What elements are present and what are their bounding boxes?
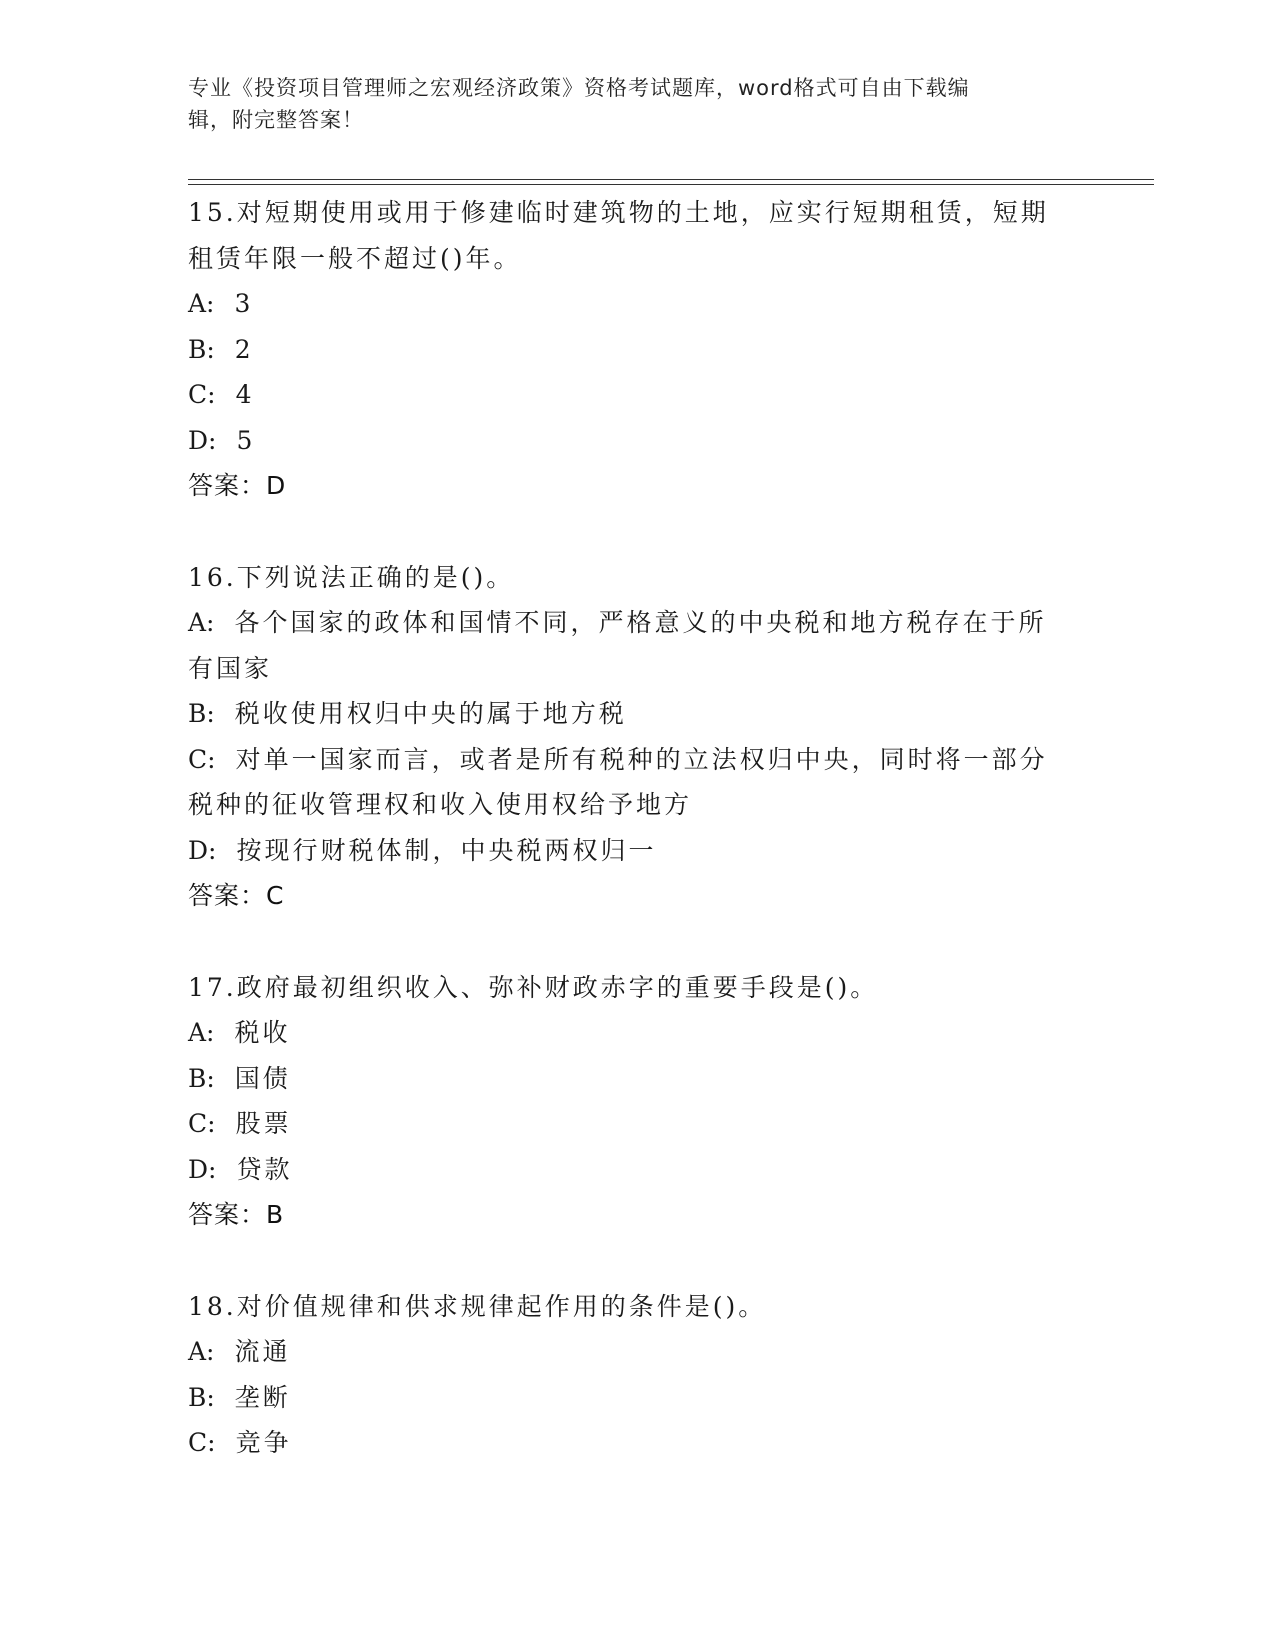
option-line	[188, 737, 1088, 783]
question-stem: 17.政府最初组织收入、弥补财政赤字的重要手段是()。	[188, 972, 879, 1002]
option-line	[188, 646, 1088, 692]
option-letter: B:	[188, 334, 215, 364]
option-letter: B:	[188, 699, 215, 728]
option-text: 股票	[235, 1109, 292, 1138]
option-letter: A:	[188, 289, 215, 318]
option-line	[188, 1101, 1088, 1147]
option-text: 国债	[234, 1063, 291, 1093]
header-line-1: 专业《投资项目管理师之宏观经济政策》资格考试题库，word格式可自由下载编	[188, 76, 970, 100]
question-block	[188, 965, 1088, 1238]
option-letter: A:	[188, 1018, 215, 1047]
option-line	[188, 600, 1088, 646]
option-letter: B:	[188, 1063, 215, 1093]
option-text: 4	[235, 380, 255, 409]
option-line	[188, 1010, 1088, 1056]
question-block	[188, 555, 1088, 919]
option-line	[188, 691, 1088, 737]
question-stem: 租赁年限一般不超过()年。	[188, 243, 522, 273]
header-double-rule	[188, 179, 1154, 185]
question-block	[188, 190, 1088, 509]
question-list	[188, 190, 1088, 1512]
option-text: 对单一国家而言，或者是所有税种的立法权归中央，同时将一部分	[235, 744, 1048, 774]
option-line	[188, 372, 1088, 418]
option-letter: D:	[188, 425, 217, 455]
option-line	[188, 1329, 1088, 1375]
option-line	[188, 1375, 1088, 1421]
option-letter: D:	[188, 835, 217, 865]
option-text: 贷款	[236, 1154, 293, 1184]
option-text: 竞争	[235, 1428, 292, 1457]
option-text: 3	[234, 289, 254, 318]
option-text: 税种的征收管理权和收入使用权给予地方	[188, 790, 693, 819]
option-letter: C:	[188, 1109, 216, 1138]
question-block	[188, 1284, 1088, 1466]
option-line	[188, 281, 1088, 327]
page-header	[188, 72, 1088, 136]
option-letter: C:	[188, 744, 216, 774]
option-text: 各个国家的政体和国情不同，严格意义的中央税和地方税存在于所	[234, 608, 1047, 637]
question-stem: 18.对价值规律和供求规律起作用的条件是()。	[188, 1291, 767, 1321]
option-line	[188, 828, 1088, 874]
option-line	[188, 418, 1088, 464]
option-text: 按现行财税体制，中央税两权归一	[236, 835, 657, 865]
question-stem: 16.下列说法正确的是()。	[188, 562, 515, 592]
option-letter: B:	[188, 1382, 215, 1412]
option-line	[188, 1420, 1088, 1466]
answer-line: 答案：C	[188, 881, 285, 910]
header-line-2: 辑，附完整答案！	[188, 108, 364, 132]
option-line	[188, 782, 1088, 828]
option-letter: D:	[188, 1154, 217, 1184]
option-text: 税收	[234, 1018, 291, 1047]
option-text: 税收使用权归中央的属于地方税	[234, 699, 627, 728]
option-letter: A:	[188, 608, 215, 637]
option-line	[188, 1056, 1088, 1102]
option-text: 垄断	[234, 1382, 291, 1412]
answer-line: 答案：B	[188, 1200, 285, 1229]
option-text: 2	[234, 334, 254, 364]
answer-line: 答案：D	[188, 471, 287, 500]
option-line	[188, 327, 1088, 373]
option-letter: A:	[188, 1337, 215, 1366]
option-letter: C:	[188, 380, 216, 409]
option-text: 流通	[234, 1337, 291, 1366]
option-letter: C:	[188, 1428, 216, 1457]
option-line	[188, 1147, 1088, 1193]
option-text: 有国家	[188, 653, 273, 683]
option-text: 5	[236, 425, 256, 455]
question-stem: 15.对短期使用或用于修建临时建筑物的土地，应实行短期租赁，短期	[188, 198, 1049, 227]
